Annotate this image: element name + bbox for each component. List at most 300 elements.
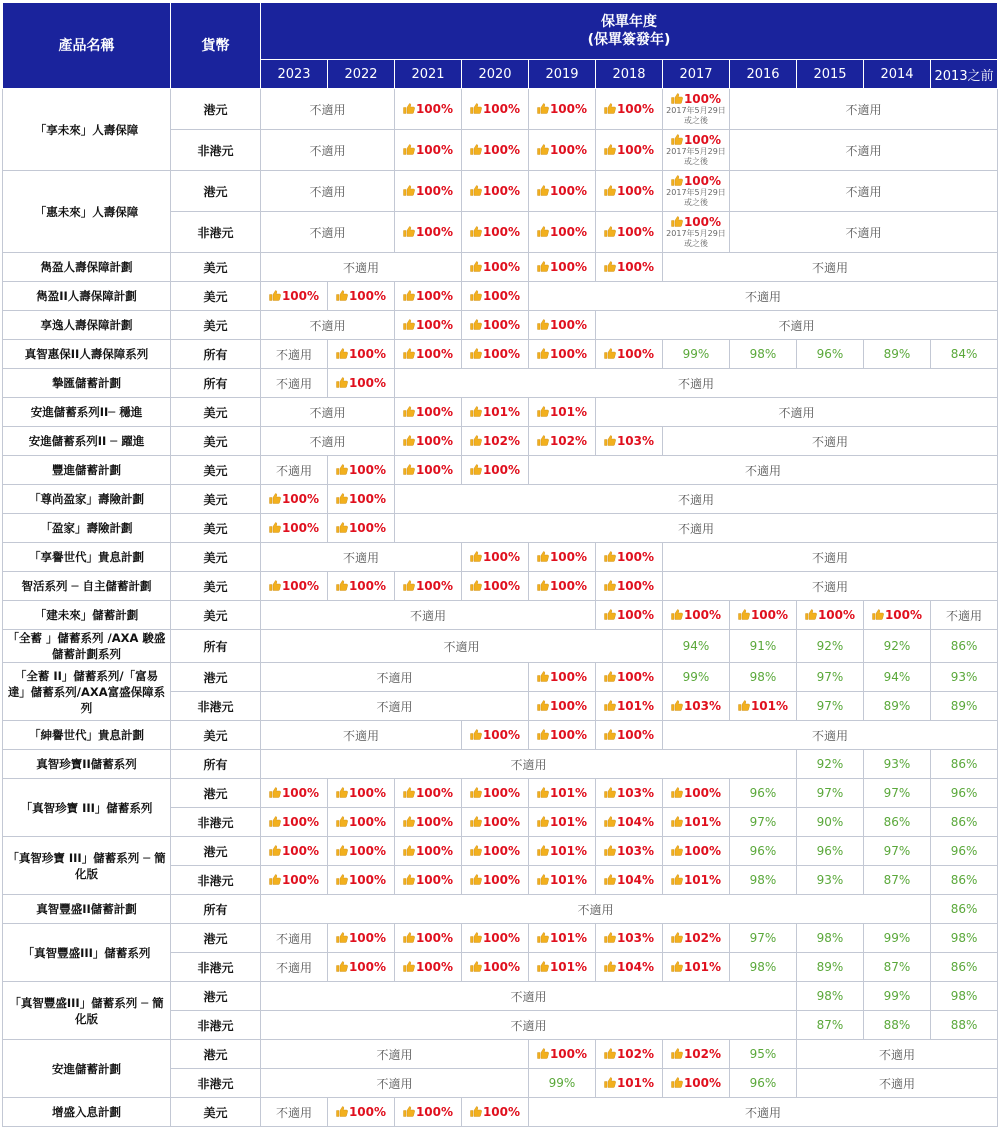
ratio-cell [797, 837, 864, 866]
thumbs-up-icon [470, 261, 482, 272]
thumbs-up-icon [470, 464, 482, 475]
not-applicable-cell: 不適用 [261, 311, 395, 340]
table-row [3, 837, 998, 866]
ratio-cell [730, 663, 797, 692]
ratio-value: 100% [482, 873, 521, 887]
thumbs-up-icon [403, 103, 415, 114]
product-name-cell: 享逸人壽保障計劃 [3, 311, 171, 340]
thumbs-up-icon [403, 435, 415, 446]
ratio-value: 86% [950, 815, 978, 829]
thumbs-up-icon [604, 226, 616, 237]
ratio-cell-achieved [663, 171, 730, 212]
thumbs-up-icon [470, 144, 482, 155]
thumbs-up-icon [470, 580, 482, 591]
ratio-value: 99% [682, 670, 710, 684]
currency-cell: 美元 [171, 514, 261, 543]
year-header: 2022 [328, 60, 395, 89]
ratio-cell-achieved [395, 924, 462, 953]
not-applicable-cell: 不適用 [261, 369, 328, 398]
currency-cell: 非港元 [171, 1069, 261, 1098]
ratio-cell-achieved [529, 663, 596, 692]
table-row [3, 779, 998, 808]
ratio-value: 100% [482, 1105, 521, 1119]
ratio-value: 87% [883, 873, 911, 887]
thumbs-up-icon [470, 932, 482, 943]
ratio-value: 100% [616, 225, 655, 239]
not-applicable-cell: 不適用 [261, 1040, 529, 1069]
thumbs-up-icon [671, 175, 683, 186]
ratio-cell-achieved [462, 572, 529, 601]
ratio-value: 100% [348, 786, 387, 800]
ratio-value: 96% [749, 1076, 777, 1090]
ratio-cell [864, 630, 931, 663]
ratio-value: 100% [616, 102, 655, 116]
ratio-value: 98% [950, 931, 978, 945]
thumbs-up-icon [269, 580, 281, 591]
ratio-cell [864, 808, 931, 837]
currency-cell: 所有 [171, 750, 261, 779]
ratio-value: 100% [482, 786, 521, 800]
ratio-value: 86% [950, 639, 978, 653]
ratio-cell-achieved [596, 808, 663, 837]
ratio-cell-achieved [462, 398, 529, 427]
ratio-cell [797, 779, 864, 808]
ratio-value: 98% [816, 931, 844, 945]
ratio-cell [529, 1069, 596, 1098]
ratio-cell-achieved [395, 1098, 462, 1127]
ratio-value: 100% [549, 579, 588, 593]
ratio-value: 94% [682, 639, 710, 653]
not-applicable-cell: 不適用 [261, 543, 462, 572]
product-name-cell: 「真智豐盛III」儲蓄系列 ─ 簡化版 [3, 982, 171, 1040]
table-row [3, 282, 998, 311]
thumbs-up-icon [336, 874, 348, 885]
thumbs-up-icon [872, 609, 884, 620]
table-row [3, 1040, 998, 1069]
ratio-cell-achieved [596, 340, 663, 369]
product-name-cell: 真智珍寶II儲蓄系列 [3, 750, 171, 779]
ratio-value: 92% [816, 757, 844, 771]
date-note: 2017年5月29日或之後 [666, 188, 726, 207]
product-name-cell: 增盛入息計劃 [3, 1098, 171, 1127]
ratio-value: 101% [549, 786, 588, 800]
product-name-cell: 雋盈II人壽保障計劃 [3, 282, 171, 311]
not-applicable-cell: 不適用 [663, 721, 998, 750]
thumbs-up-icon [671, 1077, 683, 1088]
thumbs-up-icon [403, 185, 415, 196]
ratio-cell-achieved [395, 311, 462, 340]
ratio-cell-achieved [663, 808, 730, 837]
year-header: 2018 [596, 60, 663, 89]
ratio-value: 100% [348, 815, 387, 829]
ratio-value: 100% [884, 608, 923, 622]
thumbs-up-icon [403, 348, 415, 359]
ratio-cell-achieved [328, 340, 395, 369]
ratio-value: 100% [549, 347, 588, 361]
ratio-value: 100% [348, 1105, 387, 1119]
ratio-cell-achieved [328, 282, 395, 311]
ratio-value: 100% [482, 728, 521, 742]
thumbs-up-icon [470, 226, 482, 237]
ratio-cell-achieved [596, 543, 663, 572]
currency-cell: 港元 [171, 779, 261, 808]
ratio-cell-achieved [261, 837, 328, 866]
product-name-cell: 豐進儲蓄計劃 [3, 456, 171, 485]
table-row [3, 601, 998, 630]
ratio-cell-achieved [529, 808, 596, 837]
ratio-value: 100% [348, 960, 387, 974]
ratio-cell [864, 953, 931, 982]
ratio-value: 100% [415, 318, 454, 332]
thumbs-up-icon [537, 816, 549, 827]
ratio-cell-achieved [328, 866, 395, 895]
ratio-value: 100% [415, 931, 454, 945]
ratio-value: 87% [816, 1018, 844, 1032]
thumbs-up-icon [403, 845, 415, 856]
ratio-cell [730, 1069, 797, 1098]
thumbs-up-icon [336, 377, 348, 388]
not-applicable-cell: 不適用 [596, 311, 998, 340]
thumbs-up-icon [470, 729, 482, 740]
ratio-cell-achieved [395, 398, 462, 427]
ratio-value: 100% [348, 463, 387, 477]
ratio-value: 100% [549, 225, 588, 239]
thumbs-up-icon [336, 493, 348, 504]
ratio-value: 98% [749, 873, 777, 887]
ratio-value: 100% [482, 260, 521, 274]
thumbs-up-icon [470, 348, 482, 359]
ratio-value: 101% [549, 931, 588, 945]
ratio-value: 100% [415, 873, 454, 887]
ratio-value: 89% [816, 960, 844, 974]
ratio-cell-achieved [529, 340, 596, 369]
not-applicable-cell: 不適用 [529, 1098, 998, 1127]
product-name-cell: 「真智豐盛III」儲蓄系列 [3, 924, 171, 982]
ratio-value: 100% [683, 92, 722, 106]
currency-cell: 美元 [171, 311, 261, 340]
ratio-cell [931, 779, 998, 808]
ratio-value: 104% [616, 960, 655, 974]
ratio-cell-achieved [596, 866, 663, 895]
thumbs-up-icon [336, 348, 348, 359]
ratio-value: 101% [549, 873, 588, 887]
ratio-cell-achieved [261, 514, 328, 543]
thumbs-up-icon [604, 961, 616, 972]
currency-cell: 港元 [171, 663, 261, 692]
ratio-cell-achieved [328, 779, 395, 808]
thumbs-up-icon [805, 609, 817, 620]
ratio-value: 96% [950, 786, 978, 800]
thumbs-up-icon [671, 961, 683, 972]
ratio-value: 101% [482, 405, 521, 419]
ratio-cell [797, 1011, 864, 1040]
not-applicable-cell: 不適用 [663, 427, 998, 456]
ratio-value: 100% [482, 225, 521, 239]
thumbs-up-icon [470, 103, 482, 114]
ratio-cell-achieved [663, 692, 730, 721]
thumbs-up-icon [671, 93, 683, 104]
not-applicable-cell: 不適用 [529, 456, 998, 485]
ratio-cell [931, 1011, 998, 1040]
ratio-value: 90% [816, 815, 844, 829]
ratio-value: 89% [950, 699, 978, 713]
ratio-cell-achieved [462, 866, 529, 895]
ratio-cell [931, 837, 998, 866]
date-note: 2017年5月29日或之後 [666, 147, 726, 166]
ratio-value: 100% [683, 844, 722, 858]
table-row [3, 750, 998, 779]
ratio-value: 98% [950, 989, 978, 1003]
thumbs-up-icon [604, 816, 616, 827]
ratio-cell-achieved [395, 89, 462, 130]
ratio-value: 100% [482, 289, 521, 303]
not-applicable-cell: 不適用 [663, 253, 998, 282]
year-header: 2014 [864, 60, 931, 89]
not-applicable-cell: 不適用 [730, 89, 998, 130]
ratio-value: 102% [683, 1047, 722, 1061]
thumbs-up-icon [470, 787, 482, 798]
thumbs-up-icon [671, 845, 683, 856]
ratio-value: 100% [348, 521, 387, 535]
thumbs-up-icon [604, 787, 616, 798]
thumbs-up-icon [671, 134, 683, 145]
ratio-value: 100% [616, 670, 655, 684]
ratio-value: 100% [549, 260, 588, 274]
ratio-cell [797, 808, 864, 837]
thumbs-up-icon [671, 609, 683, 620]
not-applicable-cell: 不適用 [797, 1040, 998, 1069]
thumbs-up-icon [403, 144, 415, 155]
ratio-cell [797, 663, 864, 692]
ratio-value: 100% [415, 225, 454, 239]
currency-cell: 所有 [171, 340, 261, 369]
ratio-value: 95% [749, 1047, 777, 1061]
ratio-cell-achieved [663, 1040, 730, 1069]
thumbs-up-icon [470, 1106, 482, 1117]
ratio-value: 100% [549, 184, 588, 198]
ratio-cell-achieved [730, 692, 797, 721]
ratio-value: 98% [749, 670, 777, 684]
thumbs-up-icon [403, 1106, 415, 1117]
ratio-value: 101% [616, 1076, 655, 1090]
ratio-cell-achieved [328, 953, 395, 982]
ratio-cell-achieved [529, 427, 596, 456]
ratio-cell-achieved [395, 130, 462, 171]
ratio-value: 97% [816, 699, 844, 713]
table-row [3, 514, 998, 543]
ratio-cell-achieved [462, 953, 529, 982]
not-applicable-cell: 不適用 [529, 282, 998, 311]
not-applicable-cell: 不適用 [261, 89, 395, 130]
ratio-cell [931, 866, 998, 895]
thumbs-up-icon [269, 816, 281, 827]
ratio-cell-achieved [395, 282, 462, 311]
ratio-cell-achieved [529, 866, 596, 895]
ratio-cell-achieved [596, 601, 663, 630]
ratio-value: 100% [549, 670, 588, 684]
year-header: 2020 [462, 60, 529, 89]
thumbs-up-icon [269, 845, 281, 856]
currency-cell: 非港元 [171, 692, 261, 721]
currency-cell: 美元 [171, 398, 261, 427]
ratio-value: 100% [415, 143, 454, 157]
ratio-value: 100% [482, 102, 521, 116]
thumbs-up-icon [470, 961, 482, 972]
not-applicable-cell: 不適用 [261, 601, 596, 630]
currency-cell: 美元 [171, 543, 261, 572]
product-name-cell: 真智惠保II人壽保障系列 [3, 340, 171, 369]
product-name-cell: 安進儲蓄系列II─ 穩進 [3, 398, 171, 427]
currency-cell: 港元 [171, 89, 261, 130]
ratio-cell [797, 750, 864, 779]
ratio-cell-achieved [596, 953, 663, 982]
policy-year-subtitle: (保單簽發年) [587, 32, 671, 48]
ratio-cell-achieved [529, 543, 596, 572]
ratio-value: 100% [281, 873, 320, 887]
ratio-value: 103% [616, 931, 655, 945]
ratio-cell-achieved [529, 692, 596, 721]
ratio-value: 99% [548, 1076, 576, 1090]
currency-cell: 所有 [171, 630, 261, 663]
ratio-cell [864, 982, 931, 1011]
thumbs-up-icon [403, 226, 415, 237]
not-applicable-cell: 不適用 [261, 721, 462, 750]
ratio-value: 100% [482, 463, 521, 477]
ratio-cell-achieved [529, 311, 596, 340]
thumbs-up-icon [537, 435, 549, 446]
ratio-value: 92% [883, 639, 911, 653]
ratio-cell-achieved [596, 924, 663, 953]
ratio-cell-achieved [395, 866, 462, 895]
ratio-cell-achieved [395, 572, 462, 601]
thumbs-up-icon [604, 144, 616, 155]
thumbs-up-icon [537, 932, 549, 943]
ratio-cell [864, 779, 931, 808]
ratio-cell-achieved [529, 253, 596, 282]
not-applicable-cell: 不適用 [261, 895, 931, 924]
ratio-value: 100% [281, 786, 320, 800]
ratio-cell-achieved [462, 456, 529, 485]
ratio-cell-achieved [328, 572, 395, 601]
not-applicable-cell: 不適用 [261, 982, 797, 1011]
ratio-cell-achieved [596, 253, 663, 282]
year-header: 2013之前 [931, 60, 998, 89]
ratio-value: 100% [683, 1076, 722, 1090]
ratio-value: 101% [616, 699, 655, 713]
ratio-value: 100% [482, 318, 521, 332]
table-row [3, 89, 998, 130]
ratio-value: 100% [549, 550, 588, 564]
ratio-cell-achieved [462, 543, 529, 572]
thumbs-up-icon [470, 874, 482, 885]
ratio-cell-achieved [395, 953, 462, 982]
year-header: 2015 [797, 60, 864, 89]
ratio-value: 86% [950, 960, 978, 974]
ratio-value: 100% [482, 815, 521, 829]
product-name-cell: 摯匯儲蓄計劃 [3, 369, 171, 398]
ratio-cell-achieved [328, 514, 395, 543]
thumbs-up-icon [604, 609, 616, 620]
product-name-cell: 「享未來」人壽保障 [3, 89, 171, 171]
ratio-value: 100% [482, 550, 521, 564]
ratio-value: 100% [415, 463, 454, 477]
thumbs-up-icon [470, 816, 482, 827]
not-applicable-cell: 不適用 [261, 171, 395, 212]
policy-year-header [261, 3, 998, 60]
thumbs-up-icon [470, 185, 482, 196]
not-applicable-cell: 不適用 [261, 692, 529, 721]
ratio-value: 97% [883, 844, 911, 858]
ratio-cell [864, 837, 931, 866]
ratio-cell [797, 982, 864, 1011]
not-applicable-cell: 不適用 [596, 398, 998, 427]
ratio-value: 94% [883, 670, 911, 684]
ratio-value: 84% [950, 347, 978, 361]
thumbs-up-icon [336, 1106, 348, 1117]
currency-cell: 港元 [171, 924, 261, 953]
date-note: 2017年5月29日或之後 [666, 229, 726, 248]
ratio-value: 88% [950, 1018, 978, 1032]
not-applicable-cell: 不適用 [663, 543, 998, 572]
ratio-cell-achieved [261, 866, 328, 895]
ratio-cell [864, 1011, 931, 1040]
ratio-cell [864, 340, 931, 369]
ratio-cell-achieved [261, 282, 328, 311]
not-applicable-cell: 不適用 [261, 427, 395, 456]
product-name-cell: 「惠未來」人壽保障 [3, 171, 171, 253]
ratio-value: 97% [816, 670, 844, 684]
ratio-value: 101% [750, 699, 789, 713]
thumbs-up-icon [537, 226, 549, 237]
ratio-value: 101% [549, 405, 588, 419]
ratio-value: 100% [616, 728, 655, 742]
ratio-value: 100% [683, 608, 722, 622]
ratio-cell-achieved [529, 837, 596, 866]
ratio-value: 100% [549, 699, 588, 713]
ratio-value: 100% [281, 289, 320, 303]
ratio-cell-achieved [462, 311, 529, 340]
table-row [3, 485, 998, 514]
product-name-cell: 安進儲蓄系列II ─ 躍進 [3, 427, 171, 456]
ratio-cell-achieved [529, 953, 596, 982]
ratio-value: 97% [749, 815, 777, 829]
not-applicable-cell: 不適用 [395, 485, 998, 514]
ratio-value: 101% [549, 815, 588, 829]
thumbs-up-icon [336, 290, 348, 301]
ratio-value: 86% [950, 873, 978, 887]
table-row [3, 1098, 998, 1127]
product-name-cell: 「全蓄 」儲蓄系列 /AXA 駿盛儲蓄計劃系列 [3, 630, 171, 663]
thumbs-up-icon [604, 932, 616, 943]
ratio-value: 100% [817, 608, 856, 622]
thumbs-up-icon [537, 845, 549, 856]
ratio-value: 101% [549, 960, 588, 974]
ratio-value: 102% [549, 434, 588, 448]
ratio-value: 104% [616, 873, 655, 887]
currency-cell: 非港元 [171, 808, 261, 837]
not-applicable-cell: 不適用 [261, 212, 395, 253]
ratio-cell-achieved [261, 485, 328, 514]
ratio-cell-achieved [529, 924, 596, 953]
ratio-value: 100% [616, 143, 655, 157]
ratio-value: 100% [616, 550, 655, 564]
ratio-value: 100% [415, 844, 454, 858]
ratio-value: 100% [348, 492, 387, 506]
product-name-cell: 「建未來」儲蓄計劃 [3, 601, 171, 630]
ratio-cell-achieved [529, 572, 596, 601]
ratio-cell [797, 340, 864, 369]
currency-cell: 美元 [171, 282, 261, 311]
